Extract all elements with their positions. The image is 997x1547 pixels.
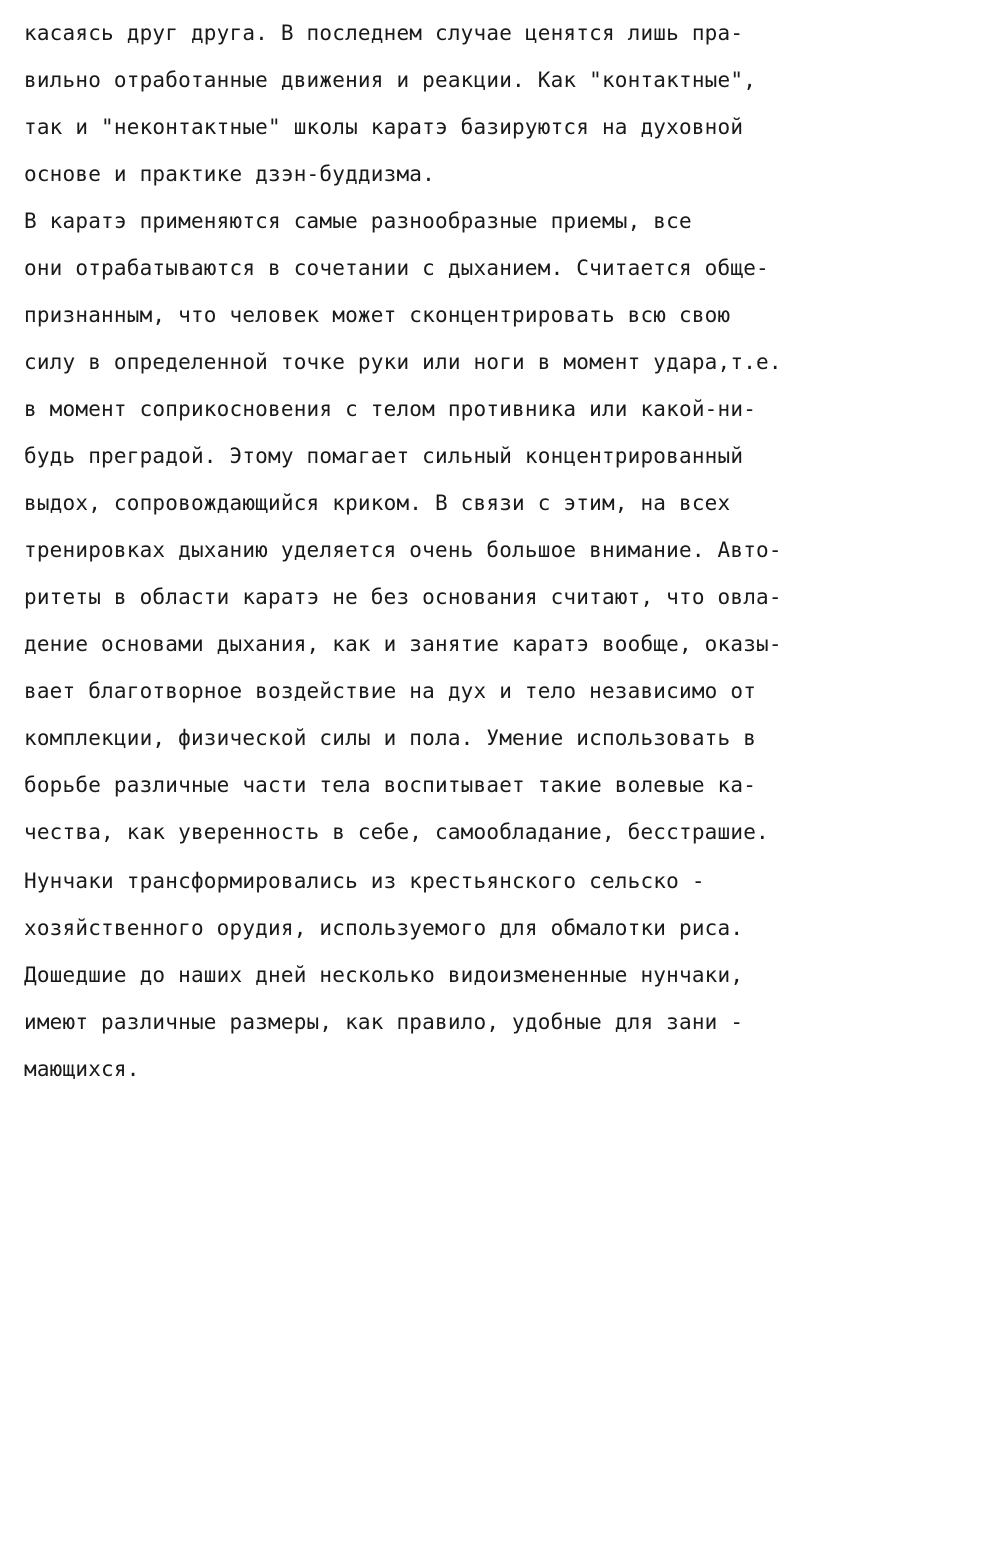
text-line: дение основами дыхания, как и занятие каратэ вообще, оказы-: [24, 632, 782, 656]
text-line: признанным, что человек может сконцентрировать всю свою: [24, 303, 731, 327]
paragraph-1: [24, 10, 904, 198]
text-line: имеют различные размеры, как правило, удобные для зани -: [24, 1010, 744, 1034]
text-line: выдох, сопровождающийся криком. В связи с этим, на всех: [24, 491, 731, 515]
text-line: ритеты в области каратэ не без основания считают, что овла-: [24, 585, 782, 609]
text-line: тренировках дыханию уделяется очень большое внимание. Авто-: [24, 538, 782, 562]
text-line: хозяйственного орудия, используемого для обмалотки риса.: [24, 916, 744, 940]
text-line: чества, как уверенность в себе, самообладание, бесстрашие.: [24, 820, 769, 844]
text-line: будь преградой. Этому помагает сильный концентрированный: [24, 444, 744, 468]
text-line: В каратэ применяются самые разнообразные приемы, все: [24, 209, 692, 233]
text-line: борьбе различные части тела воспитывает такие волевые ка-: [24, 773, 757, 797]
text-line: они отрабатываются в сочетании с дыханием. Считается обще-: [24, 256, 769, 280]
text-line: Дошедшие до наших дней несколько видоизмененные нунчаки,: [24, 963, 744, 987]
text-line: силу в определенной точке руки или ноги в момент удара,т.е.: [24, 350, 782, 374]
paragraph-2: [24, 198, 904, 856]
paragraph-3: [24, 858, 904, 1093]
text-line: Нунчаки трансформировались из крестьянского сельско -: [24, 869, 705, 893]
text-line: основе и практике дзэн-буддизма.: [24, 162, 435, 186]
text-line: комплекции, физической силы и пола. Умение использовать в: [24, 726, 757, 750]
text-line: вильно отработанные движения и реакции. Как "контактные",: [24, 68, 757, 92]
text-line: касаясь друг друга. В последнем случае ценятся лишь пра-: [24, 21, 744, 45]
text-line: в момент соприкосновения с телом противника или какой-ни-: [24, 397, 757, 421]
text-line: вает благотворное воздействие на дух и тело независимо от: [24, 679, 757, 703]
text-line: так и "неконтактные" школы каратэ базируются на духовной: [24, 115, 744, 139]
text-line: мающихся.: [24, 1057, 140, 1081]
